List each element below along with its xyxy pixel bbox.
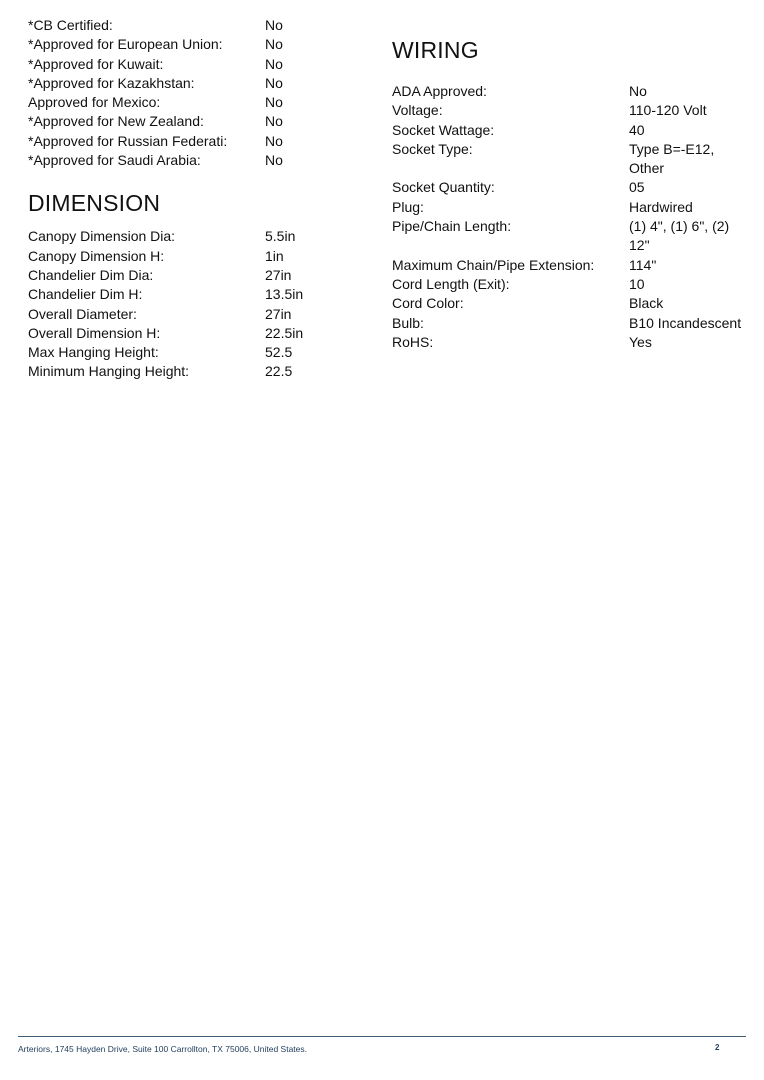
spec-value: No [265, 74, 283, 91]
spec-value: No [265, 132, 283, 149]
spec-label: Overall Diameter: [28, 305, 137, 322]
spec-label: *Approved for Russian Federati: [28, 132, 228, 149]
spec-row [28, 305, 368, 324]
spec-value: 22.5 [265, 363, 293, 380]
certifications-list [28, 16, 368, 170]
spec-label: *Approved for Kuwait: [28, 55, 164, 72]
spec-value: No [265, 113, 283, 130]
spec-label: Chandelier Dim H: [28, 286, 143, 303]
spec-value: Type B=-E12, Other [629, 140, 715, 177]
spec-value: No [629, 83, 647, 99]
spec-label: RoHS: [392, 333, 434, 350]
spec-label: Maximum Chain/Pipe Extension: [392, 256, 595, 273]
spec-row [28, 93, 368, 112]
footer-address: Arteriors, 1745 Hayden Drive, Suite 100 Carrollton, TX 75006, United States. [18, 1044, 307, 1054]
spec-value: No [265, 55, 283, 72]
spec-value: 05 [629, 179, 645, 196]
spec-value: 27in [265, 305, 292, 322]
spec-row [28, 16, 368, 35]
spec-label: *Approved for New Zealand: [28, 113, 204, 130]
spec-row [28, 362, 368, 381]
spec-value: Black [629, 295, 664, 312]
spec-label: Canopy Dimension Dia: [28, 228, 176, 245]
spec-label: Chandelier Dim Dia: [28, 266, 154, 283]
spec-row [28, 227, 368, 246]
spec-value: Yes [629, 333, 652, 350]
spec-row [392, 314, 752, 333]
spec-label: *CB Certified: [28, 17, 113, 33]
spec-value: 10 [629, 275, 645, 292]
spec-label: *Approved for European Union: [28, 36, 223, 53]
spec-row [392, 333, 752, 352]
dimension-heading: DIMENSION [28, 190, 161, 217]
spec-value: 27in [265, 266, 292, 283]
spec-row [28, 247, 368, 266]
spec-row [392, 178, 752, 197]
spec-label: Cord Color: [392, 295, 464, 312]
spec-value: B10 Incandescent [629, 314, 742, 331]
spec-row [28, 324, 368, 343]
spec-value: 5.5in [265, 228, 296, 245]
spec-value: 114" [629, 256, 657, 273]
spec-row [28, 35, 368, 54]
spec-row [392, 82, 752, 101]
spec-row [28, 285, 368, 304]
spec-label: Minimum Hanging Height: [28, 363, 190, 380]
spec-value: 52.5 [265, 344, 293, 361]
spec-label: Voltage: [392, 102, 443, 119]
spec-label: *Approved for Saudi Arabia: [28, 152, 201, 169]
spec-row [28, 112, 368, 131]
spec-value: 1in [265, 247, 284, 264]
page-number: 2 [715, 1043, 720, 1052]
spec-row [392, 217, 752, 256]
spec-label: Approved for Mexico: [28, 94, 161, 111]
wiring-list [392, 82, 752, 352]
spec-row [392, 275, 752, 294]
spec-row [392, 101, 752, 120]
footer-divider [18, 1036, 746, 1037]
spec-label: Socket Type: [392, 140, 473, 157]
spec-value: Hardwired [629, 198, 693, 215]
spec-value: 110-120 Volt [629, 102, 707, 119]
spec-label: Canopy Dimension H: [28, 247, 165, 264]
right-column [392, 35, 752, 352]
left-column [28, 16, 368, 382]
spec-label: Socket Quantity: [392, 179, 495, 196]
spec-row [28, 266, 368, 285]
spec-label: Max Hanging Height: [28, 344, 159, 361]
spec-label: Socket Wattage: [392, 121, 495, 138]
spec-value: 40 [629, 121, 645, 138]
spec-value: No [265, 94, 283, 111]
spec-row [392, 140, 752, 179]
spec-value: No [265, 17, 283, 33]
spec-value: (1) 4", (1) 6", (2) 12" [629, 218, 730, 254]
spec-row [28, 132, 368, 151]
wiring-heading: WIRING [392, 37, 479, 63]
spec-label: Cord Length (Exit): [392, 275, 510, 292]
spec-value: 13.5in [265, 286, 304, 303]
spec-label: ADA Approved: [392, 83, 487, 99]
spec-row [28, 55, 368, 74]
spec-row [392, 121, 752, 140]
dimension-list [28, 227, 368, 381]
spec-row [28, 74, 368, 93]
spec-label: *Approved for Kazakhstan: [28, 74, 195, 91]
spec-label: Plug: [392, 198, 424, 215]
spec-row [392, 256, 752, 275]
spec-label: Overall Dimension H: [28, 324, 161, 341]
spec-label: Pipe/Chain Length: [392, 218, 512, 235]
spec-value: No [265, 36, 283, 53]
spec-row [28, 151, 368, 170]
spec-label: Bulb: [392, 314, 424, 331]
spec-row [392, 294, 752, 313]
spec-row [28, 343, 368, 362]
spec-value: 22.5in [265, 324, 304, 341]
spec-row [392, 198, 752, 217]
spec-value: No [265, 152, 283, 169]
